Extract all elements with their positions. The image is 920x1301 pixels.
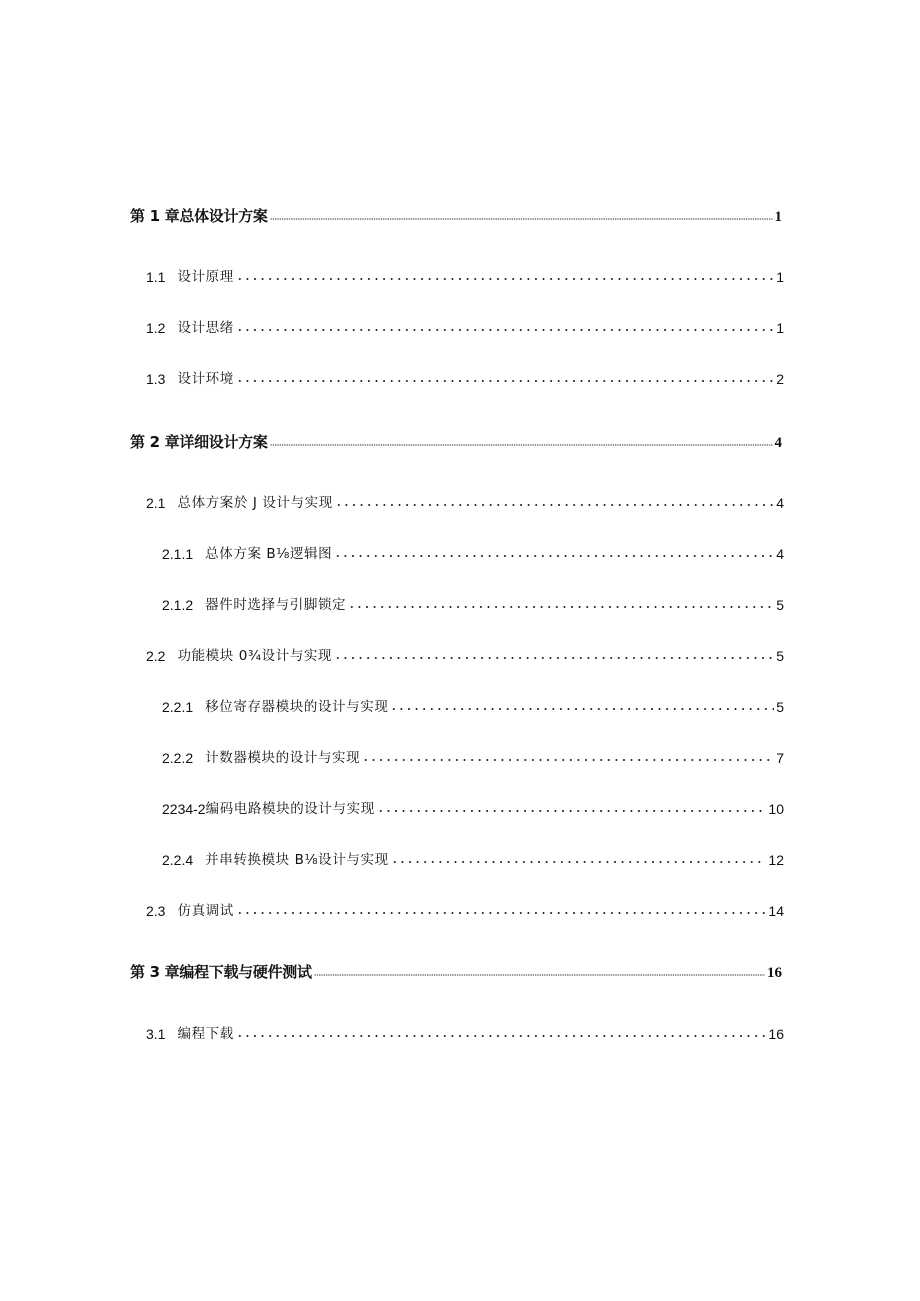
toc-section-number: 1.3 <box>146 371 166 387</box>
toc-chapter-title: 第 2 章详细设计方案 <box>130 433 268 451</box>
toc-section-number: 1.2 <box>146 320 166 336</box>
toc-section-number: 2.1.2 <box>162 597 194 613</box>
toc-page-number: 14 <box>768 903 784 919</box>
toc-section-number: 2234-2 <box>162 801 206 817</box>
toc-section-title: 总体方案 B⅛逻辑图 <box>205 546 333 562</box>
toc-chapter-title: 第 3 章编程下载与硬件测试 <box>130 963 312 981</box>
dot-leader <box>334 656 774 660</box>
toc-section-number: 2.2.2 <box>162 750 194 766</box>
toc-section-title: 设计思绪 <box>177 320 234 336</box>
toc-page-number: 4 <box>774 435 782 451</box>
toc-section-1-3[interactable] <box>146 367 784 387</box>
toc-page-number: 1 <box>776 320 784 336</box>
toc-chapter-1[interactable] <box>130 204 782 226</box>
toc-page-number: 4 <box>776 495 784 511</box>
toc-page-number: 1 <box>774 209 782 225</box>
toc-section-1-2[interactable] <box>146 316 784 336</box>
toc-section-title: 移位寄存器模块的设计与实现 <box>205 699 389 715</box>
toc-chapter-3[interactable] <box>130 960 782 982</box>
toc-section-2-3[interactable] <box>146 899 784 919</box>
dot-leader <box>390 707 774 711</box>
dot-leader <box>270 443 773 447</box>
toc-page-number: 2 <box>776 371 784 387</box>
dot-leader <box>362 758 774 762</box>
toc-subsection-2-2-4[interactable] <box>162 848 784 868</box>
toc-subsection-2-1-1[interactable] <box>162 542 784 562</box>
toc-section-title: 编码电路模块的设计与实现 <box>205 801 375 817</box>
toc-page-number: 16 <box>768 1026 784 1042</box>
toc-section-number: 2.2.1 <box>162 699 194 715</box>
toc-section-number: 2.3 <box>146 903 166 919</box>
toc-section-title: 器件时选择与引脚锁定 <box>205 597 347 613</box>
toc-section-number: 1.1 <box>146 269 166 285</box>
dot-leader <box>236 277 774 281</box>
toc-page-number: 5 <box>776 699 784 715</box>
toc-chapter-title: 第 1 章总体设计方案 <box>130 207 268 225</box>
toc-section-title: 设计环境 <box>177 371 234 387</box>
toc-section-number: 2.1.1 <box>162 546 194 562</box>
toc-section-number: 3.1 <box>146 1026 166 1042</box>
dot-leader <box>377 809 767 813</box>
dot-leader <box>236 911 767 915</box>
toc-section-title: 计数器模块的设计与实现 <box>205 750 361 766</box>
toc-subsection-2-2-1[interactable] <box>162 695 784 715</box>
toc-chapter-2[interactable] <box>130 430 782 452</box>
dot-leader <box>236 379 774 383</box>
toc-section-title: 功能模块 0¾设计与实现 <box>177 648 333 664</box>
toc-section-3-1[interactable] <box>146 1022 784 1042</box>
toc-subsection-2-2-3[interactable] <box>162 797 784 817</box>
toc-page-number: 12 <box>768 852 784 868</box>
toc-section-title: 仿真调试 <box>177 903 234 919</box>
toc-section-title: 设计原理 <box>177 269 234 285</box>
toc-section-1-1[interactable] <box>146 265 784 285</box>
dot-leader <box>314 973 765 977</box>
toc-page-number: 16 <box>767 965 782 981</box>
toc-page-number: 4 <box>776 546 784 562</box>
toc-subsection-2-2-2[interactable] <box>162 746 784 766</box>
dot-leader <box>236 328 774 332</box>
dot-leader <box>335 503 774 507</box>
toc-section-number: 2.2.4 <box>162 852 194 868</box>
dot-leader <box>391 860 767 864</box>
dot-leader <box>270 217 773 221</box>
toc-page-number: 1 <box>776 269 784 285</box>
toc-section-title: 并串转换模块 B⅛设计与实现 <box>205 852 389 868</box>
toc-page-number: 10 <box>768 801 784 817</box>
dot-leader <box>334 554 774 558</box>
toc-section-number: 2.1 <box>146 495 166 511</box>
toc-section-2-2[interactable] <box>146 644 784 664</box>
dot-leader <box>236 1034 767 1038</box>
toc-page-number: 7 <box>776 750 784 766</box>
toc-page-number: 5 <box>776 648 784 664</box>
toc-section-title: 总体方案於 J 设计与实现 <box>177 495 333 511</box>
dot-leader <box>348 605 774 609</box>
toc-section-2-1[interactable] <box>146 491 784 511</box>
toc-section-number: 2.2 <box>146 648 166 664</box>
toc-subsection-2-1-2[interactable] <box>162 593 784 613</box>
toc-section-title: 编程下载 <box>177 1026 234 1042</box>
toc-page-number: 5 <box>776 597 784 613</box>
